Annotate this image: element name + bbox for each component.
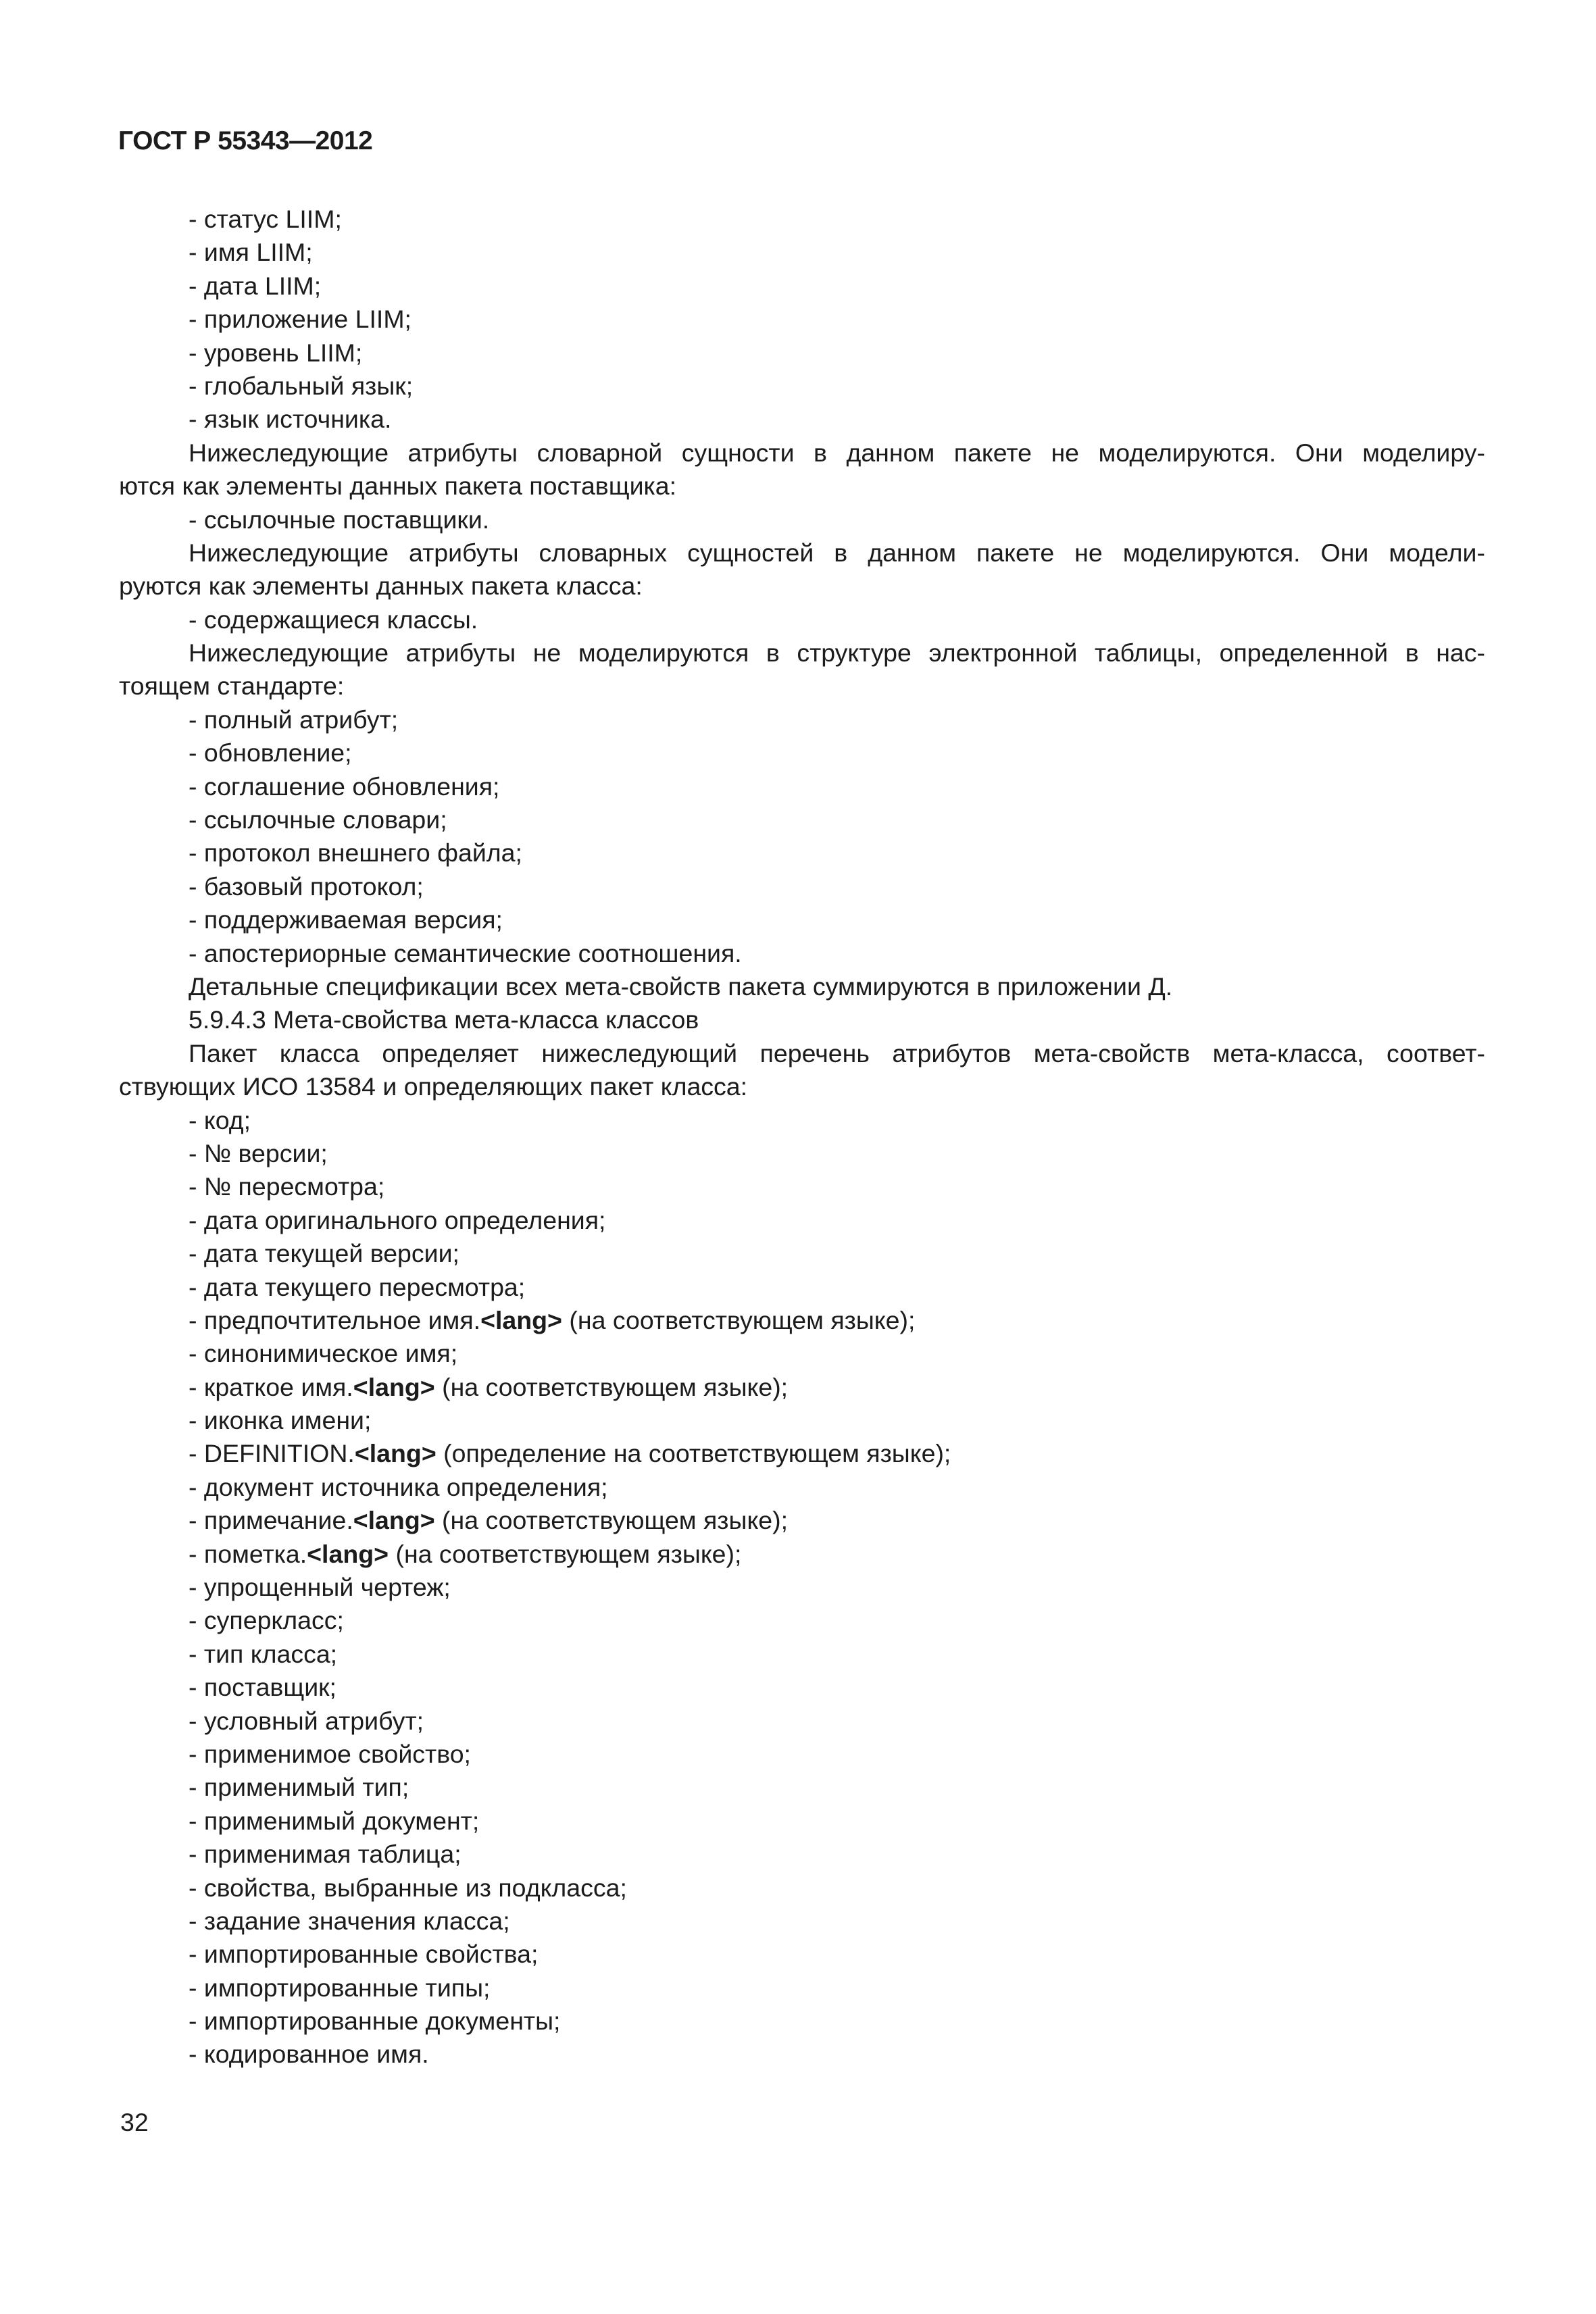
list-item: - задание значения класса; <box>189 1906 510 1935</box>
document-body <box>119 203 1485 2071</box>
item-text: - пометка. <box>189 1539 307 1568</box>
item-text: (на соответствующем языке); <box>389 1539 742 1568</box>
list-item: - код; <box>189 1105 251 1134</box>
list-item <box>119 1304 1485 1337</box>
item-text: (на соответствующем языке); <box>434 1506 789 1535</box>
paragraph-continuation: тоящем стандарте: <box>119 672 345 701</box>
paragraph-continuation: руются как элементы данных пакета класса: <box>119 572 643 601</box>
list-item: - синонимическое имя; <box>189 1339 458 1368</box>
list-item: Детальные спецификации всех мета-свойств пакета суммируются в приложении Д. <box>189 972 1173 1001</box>
list-item <box>119 1437 1485 1470</box>
paragraph-line: Пакет класса определяет нижеследующий перечень атрибутов мета-свойств мета-класса, соответ- <box>189 1038 1485 1067</box>
paragraph-line: Нижеследующие атрибуты словарной сущности в данном пакете не моделируются. Они моделиру- <box>189 438 1485 467</box>
list-item: - применимое свойство; <box>189 1739 471 1768</box>
list-item: - обновление; <box>189 738 352 768</box>
list-item: - соглашение обновления; <box>189 772 500 801</box>
list-item: - дата LIIM; <box>189 271 322 300</box>
list-item: - глобальный язык; <box>189 371 414 400</box>
list-item: - кодированное имя. <box>189 2040 429 2069</box>
list-item <box>119 1504 1485 1537</box>
list-item: - № пересмотра; <box>189 1172 385 1201</box>
lang-tag: <lang> <box>354 1439 437 1468</box>
list-item: - применимая таблица; <box>189 1840 462 1869</box>
paragraph-continuation: ствующих ИСО 13584 и определяющих пакет класса: <box>119 1072 748 1101</box>
list-item: - № версии; <box>189 1138 328 1167</box>
list-item: - условный атрибут; <box>189 1706 424 1735</box>
paragraph-continuation: ются как элементы данных пакета поставщика: <box>119 472 677 501</box>
paragraph-line: Нижеследующие атрибуты словарных сущностей в данном пакете не моделируются. Они модели- <box>189 538 1485 567</box>
list-item: - импортированные типы; <box>189 1973 491 2002</box>
item-text: (на соответствующем языке); <box>434 1372 789 1401</box>
item-text: - примечание. <box>189 1506 353 1535</box>
lang-tag: <lang> <box>353 1372 435 1401</box>
item-text: (определение на соответствующем языке); <box>436 1439 951 1468</box>
list-item: - поддерживаемая версия; <box>189 905 503 934</box>
list-item: - поставщик; <box>189 1673 336 1702</box>
list-item: - импортированные свойства; <box>189 1940 539 1969</box>
list-item: 5.9.4.3 Мета-свойства мета-класса классов <box>189 1005 699 1034</box>
list-item: - дата оригинального определения; <box>189 1205 606 1234</box>
list-item: - тип класса; <box>189 1639 338 1668</box>
list-item <box>119 1371 1485 1404</box>
list-item: - приложение LIIM; <box>189 305 412 334</box>
list-item: - имя LIIM; <box>189 238 313 267</box>
page-number: 32 <box>120 2108 149 2136</box>
list-item: - упрощенный чертеж; <box>189 1573 451 1602</box>
list-item: - ссылочные поставщики. <box>189 505 490 534</box>
list-item: - иконка имени; <box>189 1406 372 1435</box>
list-item: - применимый тип; <box>189 1773 409 1802</box>
list-item: - язык источника. <box>189 405 392 434</box>
list-item: - дата текущего пересмотра; <box>189 1272 526 1301</box>
list-item: - статус LIIM; <box>189 205 342 233</box>
item-text: (на соответствующем языке); <box>562 1305 916 1334</box>
list-item: - протокол внешнего файла; <box>189 838 522 867</box>
list-item: - документ источника определения; <box>189 1472 608 1501</box>
list-item: - импортированные документы; <box>189 2007 561 2036</box>
list-item: - дата текущей версии; <box>189 1239 459 1268</box>
item-text: - предпочтительное имя. <box>189 1305 481 1334</box>
paragraph-line: Нижеследующие атрибуты не моделируются в структуре электронной таблицы, определенной в нас- <box>189 638 1485 668</box>
list-item: - содержащиеся классы. <box>189 605 478 634</box>
item-text: - DEFINITION. <box>189 1439 355 1468</box>
lang-tag: <lang> <box>480 1305 562 1334</box>
list-item: - уровень LIIM; <box>189 338 363 367</box>
item-text: - краткое имя. <box>189 1372 353 1401</box>
lang-tag: <lang> <box>353 1506 435 1535</box>
document-header: ГОСТ Р 55343—2012 <box>118 126 373 155</box>
list-item: - полный атрибут; <box>189 705 399 734</box>
lang-tag: <lang> <box>307 1539 389 1568</box>
list-item: - суперкласс; <box>189 1606 344 1635</box>
list-item: - применимый документ; <box>189 1806 480 1835</box>
list-item: - ссылочные словари; <box>189 805 447 834</box>
list-item: - свойства, выбранные из подкласса; <box>189 1873 627 1902</box>
list-item <box>119 1538 1485 1571</box>
list-item: - апостериорные семантические соотношения. <box>189 938 742 967</box>
list-item: - базовый протокол; <box>189 872 424 901</box>
